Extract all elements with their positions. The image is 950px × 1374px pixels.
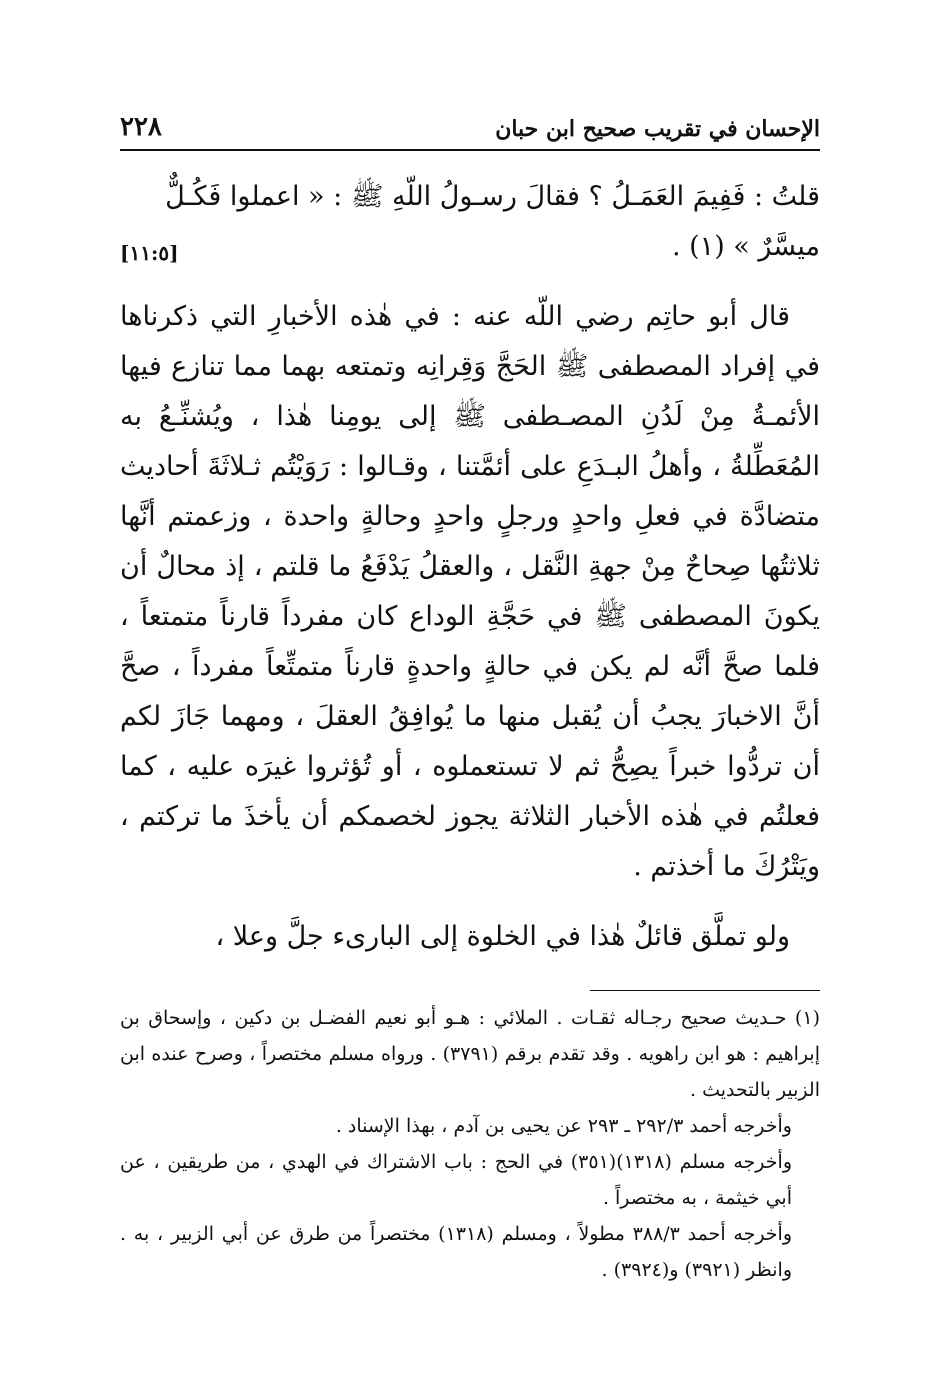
hadith-line-2-text: ميسَّرٌ » (١) . bbox=[671, 231, 820, 262]
page-header bbox=[120, 112, 820, 148]
closing-paragraph: ولو تملَّق قائلٌ هٰذا في الخلوة إلى البارىء جلَّ وعلا ، bbox=[215, 921, 790, 952]
footnote-1-muslim: وأخرجه مسلم (١٣١٨)(٣٥١) في الحج : باب الاشتراك في الهدي ، من طريقين ، عن أبي خيثمة ، به مختصراً . bbox=[120, 1151, 792, 1209]
footnotes bbox=[120, 1000, 820, 1288]
main-text bbox=[120, 172, 820, 962]
footnote-rule bbox=[590, 990, 820, 991]
page-number: ٢٢٨ bbox=[120, 112, 162, 142]
hadith-line-2 bbox=[120, 222, 820, 272]
hadith-line-1: قلتُ : فَفِيمَ العَمَـلُ ؟ فقالَ رسـولُ اللّهِ ﷺ : « اعملوا فَكُـلٌّ bbox=[165, 181, 820, 212]
footnote-1: (١) حـديث صحيح رجـاله ثقـات . الملائي : هـو أبو نعيم الفضـل بن دكين ، وإسحاق بن إبراهيم : هو ابن راهويه . وقد تقدم برقم (٣٧٩١) . ورواه مسلم مختصراً ، وصرح عنده ابن الزبير بالتحديث . bbox=[120, 1007, 820, 1101]
header-rule bbox=[120, 149, 820, 151]
hadith-reference: [١١:٥] bbox=[120, 241, 179, 265]
footnote-1-ahmad: وأخرجه أحمد ٢٩٢/٣ ـ ٢٩٣ عن يحيى بن آدم ، بهذا الإسناد . bbox=[335, 1115, 792, 1137]
running-title: الإحسان في تقريب صحيح ابن حبان bbox=[495, 116, 820, 142]
commentary-paragraph: قال أبو حاتِم رضي اللّه عنه : في هٰذه الأخبارِ التي ذكرناها في إفراد المصطفى ﷺ الحَجَّ وَقِرانِه وتمتعه بهما مما تنازع فيها الأئمـةُ مِنْ لَدُنِ المصـطفى ﷺ إلى يومِنا هٰذا ، ويُشنِّـعُ به المُعَطِّلةُ ، وأهلُ البـدَعِ على أئمَّتنا ، وقـالوا : رَوَيْتُم ثـلاثَةَ أحاديث متضادَّة في فعلِ واحدٍ ورجلٍ واحدٍ وحالةٍ واحدة ، وزعمتم أنَّها ثلاثتُها صِحاحٌ مِنْ جهةِ النَّقل ، والعقلُ يَدْفَعُ ما قلتم ، إذ محالٌ أن يكونَ المصطفى ﷺ في حَجَّةِ الوداع كان مفرداً قارناً متمتعاً ، فلما صحَّ أنَّه لم يكن في حالةٍ واحدةٍ قارناً متمتِّعاً مفرداً ، صحَّ أنَّ الاخبارَ يجبُ أن يُقبل منها ما يُوافِقُ العقلَ ، ومهما جَازَ لكم أن تردُّوا خبراً يصِحُّ ثم لا تستعملوه ، أو تُؤثروا غيرَه عليه ، كما فعلتُم في هٰذه الأخبار الثلاثة يجوز لخصمكم أن يأخذَ ما تركتم ، ويَتْرُكَ ما أخذتم . bbox=[120, 301, 820, 882]
footnote-1-ahmad-muslim: وأخرجه أحمد ٣٨٨/٣ مطولاً ، ومسلم (١٣١٨) مختصراً من طرق عن أبي الزبير ، به . وانظر (٣٩٢١) و(٣٩٢٤) . bbox=[120, 1223, 793, 1281]
